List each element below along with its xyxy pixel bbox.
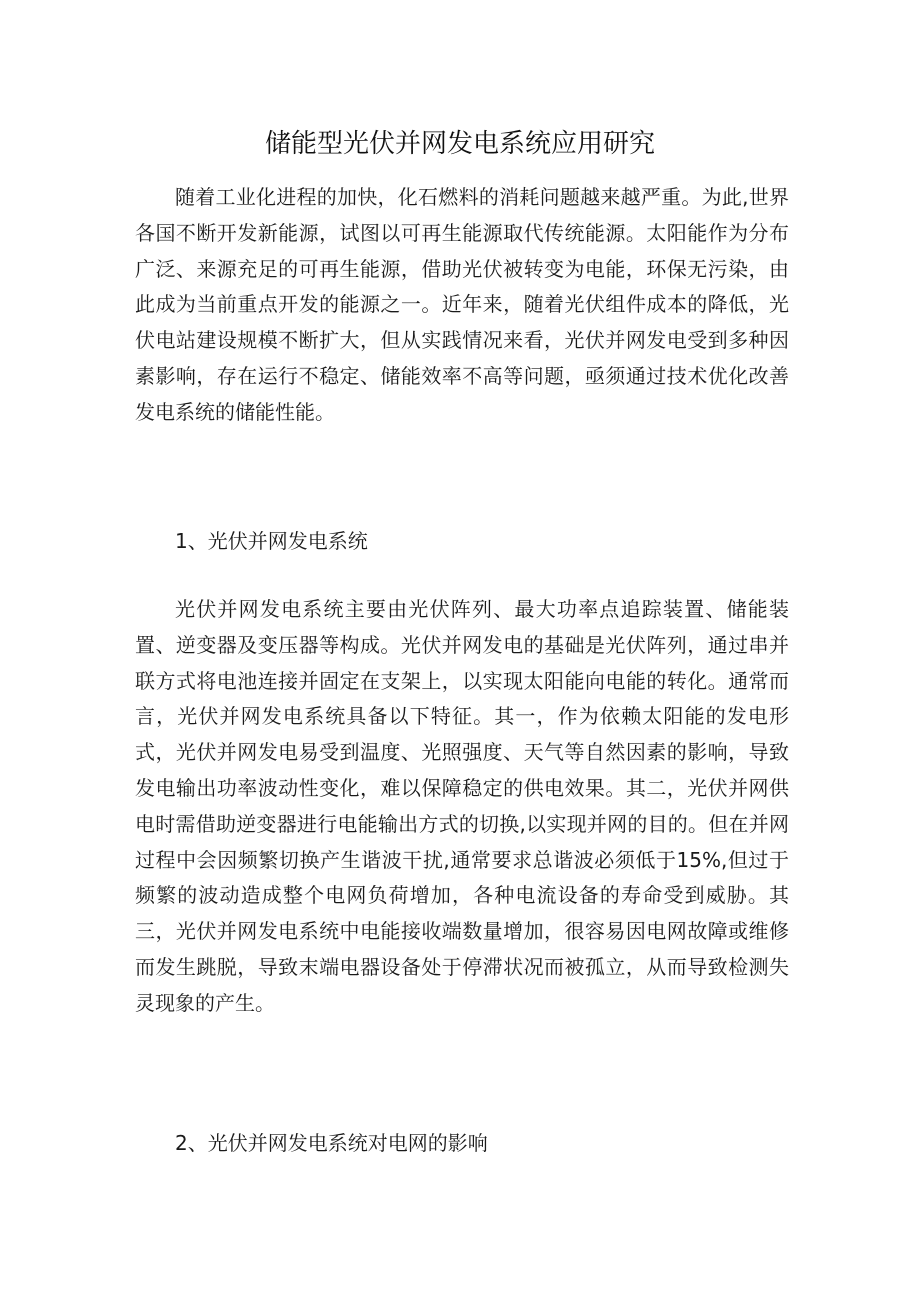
intro-paragraph: 随着工业化进程的加快，化石燃料的消耗问题越来越严重。为此,世界各国不断开发新能源，试图以可再生能源取代传统能源。太阳能作为分布广泛、来源充足的可再生能源，借助光伏被转变为电能，环保无污染，由此成为当前重点开发的能源之一。近年来，随着光伏组件成本的降低，光伏电站建设规模不断扩大，但从实践情况来看，光伏并网发电受到多种因素影响，存在运行不稳定、储能效率不高等问题，亟须通过技术优化改善发电系统的储能性能。 <box>135 185 789 424</box>
section-1-paragraph: 光伏并网发电系统主要由光伏阵列、最大功率点追踪装置、储能装置、逆变器及变压器等构成。光伏并网发电的基础是光伏阵列，通过串并联方式将电池连接并固定在支架上，以实现太阳能向电能的转化。通常而言，光伏并网发电系统具备以下特征。其一，作为依赖太阳能的发电形式，光伏并网发电易受到温度、光照强度、天气等自然因素的影响，导致发电输出功率波动性变化，难以保障稳定的供电效果。其二，光伏并网供电时需借助逆变器进行电能输出方式的切换,以实现并网的目的。但在并网过程中会因频繁切换产生谐波干扰,通常要求总谐波必须低于15%,但过于频繁的波动造成整个电网负荷增加，各种电流设备的寿命受到威胁。其三，光伏并网发电系统中电能接收端数量增加，很容易因电网故障或维修而发生跳脱，导致末端电器设备处于停滞状况而被孤立，从而导致检测失灵现象的产生。 <box>135 597 789 1015</box>
section-2-heading: 2、光伏并网发电系统对电网的影响 <box>175 1131 488 1155</box>
document-title: 储能型光伏并网发电系统应用研究 <box>264 129 655 159</box>
section-1-heading: 1、光伏并网发电系统 <box>175 529 368 553</box>
